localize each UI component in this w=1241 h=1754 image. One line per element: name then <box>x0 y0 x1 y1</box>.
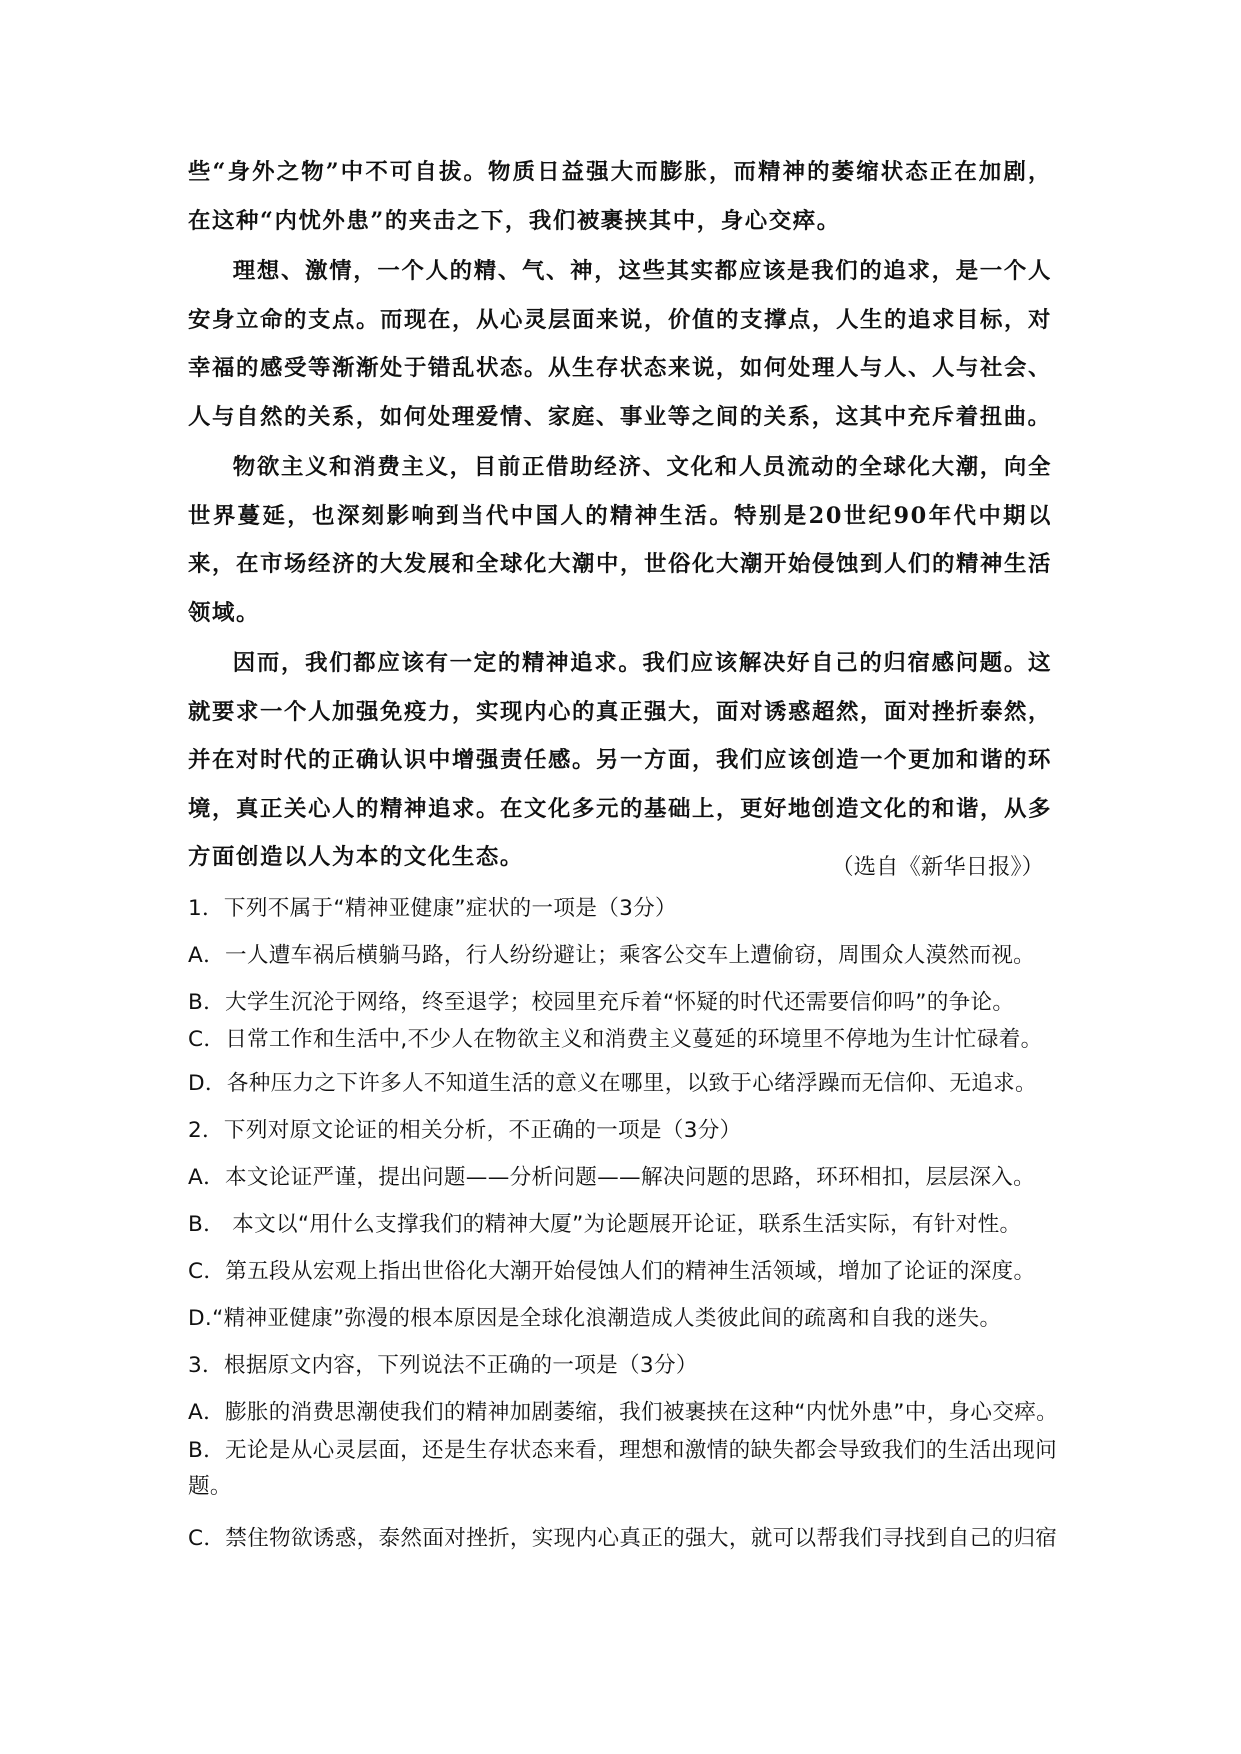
question-option: D．各种压力之下许多人不知道生活的意义在哪里，以致于心绪浮躁而无信仰、无追求。 <box>188 1071 1037 1096</box>
question-stem: 3．根据原文内容，下列说法不正确的一项是（3分） <box>188 1353 698 1378</box>
question-option: A．本文论证严谨，提出问题——分析问题——解决问题的思路，环环相扣，层层深入。 <box>188 1165 1036 1190</box>
question-option: B．无论是从心灵层面，还是生存状态来看，理想和激情的缺失都会导致我们的生活出现问题。 <box>188 1438 1057 1499</box>
question-option: B．大学生沉沦于网络，终至退学；校园里充斥着“怀疑的时代还需要信仰吗”的争论。 <box>188 990 1015 1015</box>
passage-paragraph: 物欲主义和消费主义，目前正借助经济、文化和人员流动的全球化大潮，向全世界蔓延，也深刻影响到当代中国人的精神生活。特别是20世纪90年代中期以来，在市场经济的大发展和全球化大潮中，世俗化大潮开始侵蚀到人们的精神生活领域。 <box>188 454 1052 626</box>
passage-paragraph: 些“身外之物”中不可自拔。物质日益强大而膨胀，而精神的萎缩状态正在加剧，在这种“内忧外患”的夹击之下，我们被裹挟其中，身心交瘁。 <box>188 159 1052 234</box>
question-option: D.“精神亚健康”弥漫的根本原因是全球化浪潮造成人类彼此间的疏离和自我的迷失。 <box>188 1306 1002 1331</box>
question-stem: 2．下列对原文论证的相关分析，不正确的一项是（3分） <box>188 1118 742 1143</box>
question-option: C．日常工作和生活中,不少人在物欲主义和消费主义蔓延的环境里不停地为生计忙碌着。 <box>188 1027 1043 1052</box>
reading-passage <box>188 148 1052 884</box>
question-option: C．第五段从宏观上指出世俗化大潮开始侵蚀人们的精神生活领域，增加了论证的深度。 <box>188 1259 1036 1284</box>
question-list <box>188 892 1068 1569</box>
passage-paragraph: 因而，我们都应该有一定的精神追求。我们应该解决好自己的归宿感问题。这就要求一个人加强免疫力，实现内心的真正强大，面对诱惑超然，面对挫折泰然，并在对时代的正确认识中增强责任感。另一方面，我们应该创造一个更加和谐的环境，真正关心人的精神追求。在文化多元的基础上，更好地创造文化的和谐，从多方面创造以人为本的文化生态。 <box>188 650 1052 870</box>
passage-source: （选自《新华日报》） <box>831 854 1044 880</box>
question-option: C．禁住物欲诱惑，泰然面对挫折，实现内心真正的强大，就可以帮我们寻找到自己的归宿 <box>188 1526 1058 1551</box>
passage-paragraph: 理想、激情，一个人的精、气、神，这些其实都应该是我们的追求，是一个人安身立命的支点。而现在，从心灵层面来说，价值的支撑点，人生的追求目标，对幸福的感受等渐渐处于错乱状态。从生存状态来说，如何处理人与人、人与社会、人与自然的关系，如何处理爱情、家庭、事业等之间的关系，这其中充斥着扭曲。 <box>188 258 1052 430</box>
question-option: B． 本文以“用什么支撑我们的精神大厦”为论题展开论证，联系生活实际，有针对性。 <box>188 1212 1022 1237</box>
question-option: A．一人遭车祸后横躺马路，行人纷纷避让；乘客公交车上遭偷窃，周围众人漠然而视。 <box>188 943 1036 968</box>
question-option: A．膨胀的消费思潮使我们的精神加剧萎缩，我们被裹挟在这种“内忧外患”中，身心交瘁。 <box>188 1400 1059 1425</box>
question-stem: 1．下列不属于“精神亚健康”症状的一项是（3分） <box>188 896 677 921</box>
